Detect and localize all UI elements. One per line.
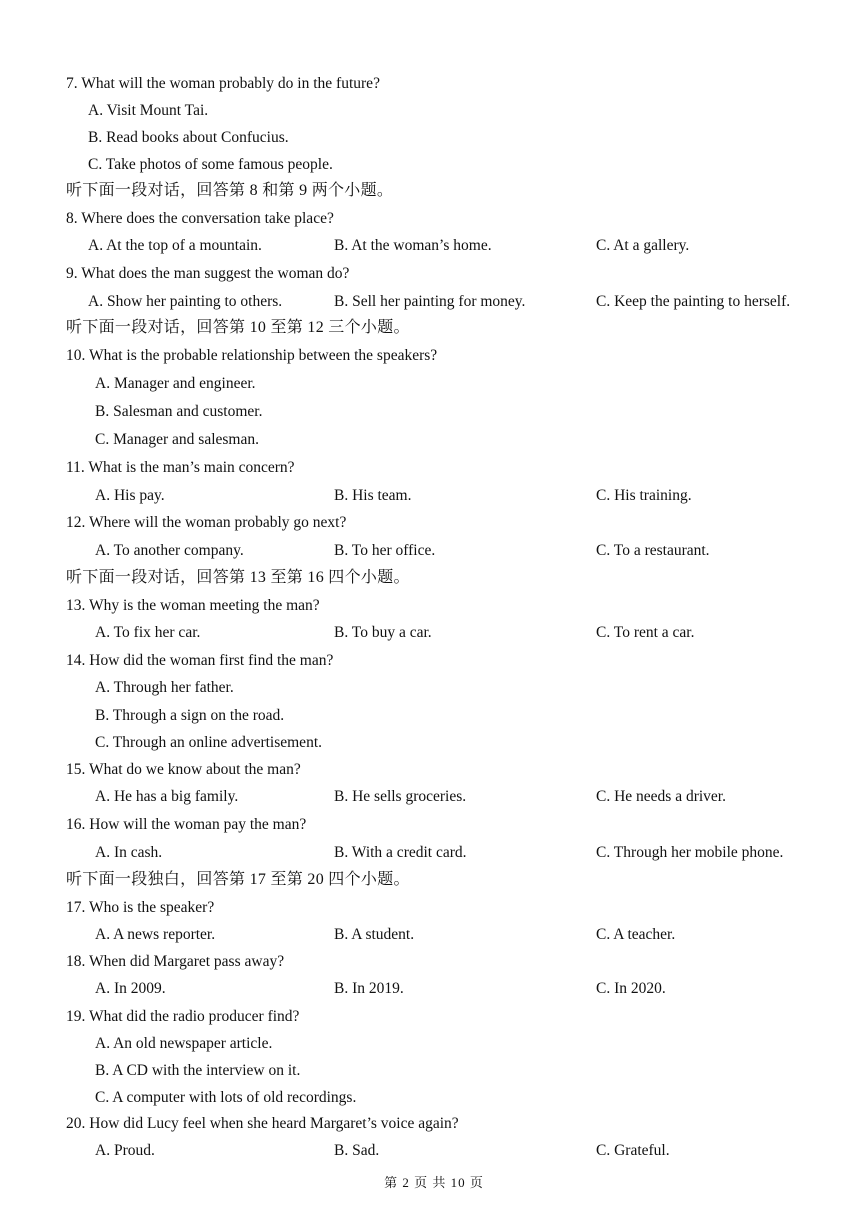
- section-instruction-2: 听下面一段对话，回答第 10 至第 12 三个小题。: [66, 319, 410, 336]
- question-10-option-b: B. Salesman and customer.: [95, 403, 263, 420]
- question-13-option-b: B. To buy a car.: [334, 624, 432, 641]
- question-9-stem: 9. What does the man suggest the woman do?: [66, 265, 350, 282]
- question-9-option-c: C. Keep the painting to herself.: [596, 293, 791, 310]
- question-12-option-c: C. To a restaurant.: [596, 542, 710, 559]
- question-16-stem: 16. How will the woman pay the man?: [66, 816, 307, 833]
- question-10-option-a: A. Manager and engineer.: [95, 375, 256, 392]
- question-17-option-b: B. A student.: [334, 926, 415, 943]
- question-13-option-a: A. To fix her car.: [95, 624, 201, 641]
- question-18-stem: 18. When did Margaret pass away?: [66, 953, 285, 970]
- question-20-stem: 20. How did Lucy feel when she heard Margaret’s voice again?: [66, 1115, 459, 1132]
- question-7-option-b: B. Read books about Confucius.: [88, 129, 289, 146]
- question-9-option-b: B. Sell her painting for money.: [334, 293, 526, 310]
- question-17-option-c: C. A teacher.: [596, 926, 676, 943]
- question-11-option-a: A. His pay.: [95, 487, 165, 504]
- question-7-stem: 7. What will the woman probably do in the future?: [66, 75, 380, 92]
- question-17-stem: 17. Who is the speaker?: [66, 899, 215, 916]
- question-19-option-c: C. A computer with lots of old recordings.: [95, 1089, 357, 1106]
- question-14-stem: 14. How did the woman first find the man?: [66, 652, 334, 669]
- question-15-option-a: A. He has a big family.: [95, 788, 239, 805]
- question-20-option-b: B. Sad.: [334, 1142, 380, 1159]
- question-9-option-a: A. Show her painting to others.: [88, 293, 283, 310]
- question-16-option-a: A. In cash.: [95, 844, 163, 861]
- question-19-stem: 19. What did the radio producer find?: [66, 1008, 300, 1025]
- question-18-option-a: A. In 2009.: [95, 980, 166, 997]
- question-15-option-b: B. He sells groceries.: [334, 788, 467, 805]
- section-instruction-3: 听下面一段对话，回答第 13 至第 16 四个小题。: [66, 569, 410, 586]
- section-instruction-1: 听下面一段对话，回答第 8 和第 9 两个小题。: [66, 182, 394, 199]
- question-20-option-c: C. Grateful.: [596, 1142, 670, 1159]
- question-10-option-c: C. Manager and salesman.: [95, 431, 259, 448]
- question-19-option-b: B. A CD with the interview on it.: [95, 1062, 301, 1079]
- question-12-option-b: B. To her office.: [334, 542, 436, 559]
- question-12-option-a: A. To another company.: [95, 542, 244, 559]
- question-7-option-c: C. Take photos of some famous people.: [88, 156, 333, 173]
- question-15-option-c: C. He needs a driver.: [596, 788, 726, 805]
- question-18-option-c: C. In 2020.: [596, 980, 666, 997]
- question-11-stem: 11. What is the man’s main concern?: [66, 459, 295, 476]
- question-16-option-b: B. With a credit card.: [334, 844, 467, 861]
- question-15-stem: 15. What do we know about the man?: [66, 761, 301, 778]
- question-14-option-a: A. Through her father.: [95, 679, 234, 696]
- question-7-option-a: A. Visit Mount Tai.: [88, 102, 209, 119]
- question-12-stem: 12. Where will the woman probably go next?: [66, 514, 347, 531]
- question-14-option-b: B. Through a sign on the road.: [95, 707, 285, 724]
- question-13-option-c: C. To rent a car.: [596, 624, 695, 641]
- question-8-stem: 8. Where does the conversation take place?: [66, 210, 334, 227]
- page-number: 第 2 页 共 10 页: [384, 1175, 484, 1190]
- question-20-option-a: A. Proud.: [95, 1142, 155, 1159]
- section-instruction-4: 听下面一段独白，回答第 17 至第 20 四个小题。: [66, 871, 410, 888]
- question-17-option-a: A. A news reporter.: [95, 926, 216, 943]
- question-13-stem: 13. Why is the woman meeting the man?: [66, 597, 320, 614]
- question-11-option-b: B. His team.: [334, 487, 412, 504]
- question-14-option-c: C. Through an online advertisement.: [95, 734, 322, 751]
- question-8-option-c: C. At a gallery.: [596, 237, 690, 254]
- question-18-option-b: B. In 2019.: [334, 980, 404, 997]
- question-8-option-a: A. At the top of a mountain.: [88, 237, 262, 254]
- question-10-stem: 10. What is the probable relationship between the speakers?: [66, 347, 438, 364]
- question-11-option-c: C. His training.: [596, 487, 692, 504]
- question-19-option-a: A. An old newspaper article.: [95, 1035, 273, 1052]
- question-8-option-b: B. At the woman’s home.: [334, 237, 492, 254]
- question-16-option-c: C. Through her mobile phone.: [596, 844, 784, 861]
